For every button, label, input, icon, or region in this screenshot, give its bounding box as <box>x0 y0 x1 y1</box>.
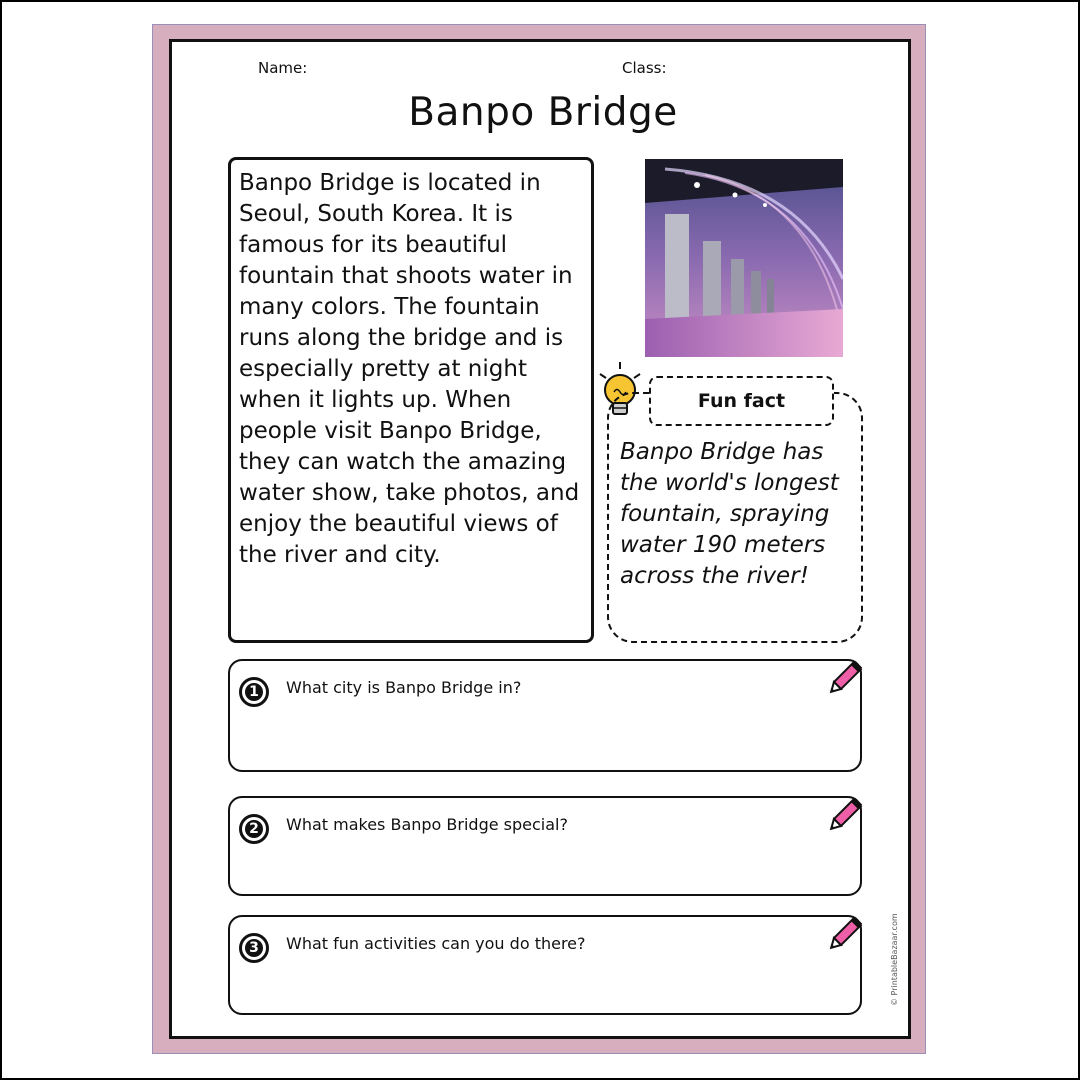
question-text-3: What fun activities can you do there? <box>286 934 586 953</box>
fun-fact-text: Banpo Bridge has the world's longest fountain, spraying water 190 meters across the river! <box>620 439 839 589</box>
page-title: Banpo Bridge <box>408 90 678 135</box>
question-box-2[interactable] <box>228 796 862 896</box>
question-number-3: 3 <box>239 933 269 963</box>
pencil-icon <box>822 909 870 957</box>
question-number-1: 1 <box>239 677 269 707</box>
question-number-2: 2 <box>239 814 269 844</box>
reading-passage <box>228 157 594 643</box>
name-label: Name: <box>258 59 308 77</box>
passage-text: Banpo Bridge is located in Seoul, South Korea. It is famous for its beautiful fountain that shoots water in many colors. The fountain runs along the bridge and is especially pretty at night when it lights up. When people visit Banpo Bridge, they can watch the amazing water show, take photos, and enjoy the beautiful views of the river and city. <box>239 170 580 568</box>
question-box-3[interactable] <box>228 915 862 1015</box>
class-label: Class: <box>622 59 667 77</box>
pencil-icon <box>822 790 870 838</box>
fun-fact-label: Fun fact <box>649 376 834 426</box>
worksheet <box>169 39 911 1039</box>
question-text-2: What makes Banpo Bridge special? <box>286 815 568 834</box>
copyright-text: © PrintableBazaar.com <box>890 913 899 1006</box>
question-box-1[interactable] <box>228 659 862 772</box>
bridge-photo <box>645 159 843 357</box>
pencil-icon <box>822 653 870 701</box>
question-text-1: What city is Banpo Bridge in? <box>286 678 522 697</box>
